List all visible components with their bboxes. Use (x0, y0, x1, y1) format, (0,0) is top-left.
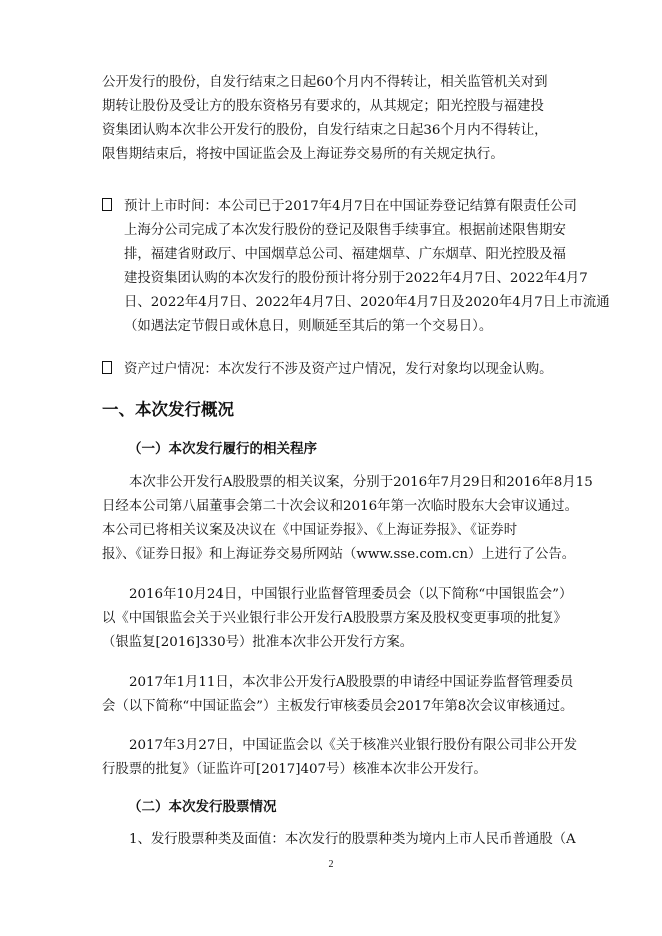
text-line: 预计上市时间：本公司已于2017年4月7日在中国证券登记结算有限责任公司 (124, 199, 577, 214)
text-line: 以《中国银监会关于兴业银行非公开发行A股股票方案及股权变更事项的批复》 (102, 611, 567, 626)
paragraph-asset-transfer (124, 358, 568, 382)
text-line: 建投资集团认购的本次发行的股份预计将分别于2022年4月7日、2022年4月7 (124, 271, 588, 286)
text-line: 限售期结束后，将按中国证监会及上海证券交易所的有关规定执行。 (102, 147, 504, 162)
text-line: 日、2022年4月7日、2022年4月7日、2020年4月7日及2020年4月7日上市流通 (124, 295, 610, 310)
text-line: 2016年10月24日，中国银行业监督管理委员会（以下简称“中国银监会”） (129, 587, 573, 602)
text-line: 行股票的批复》（证监许可[2017]407号）核准本次非公开发行。 (102, 762, 487, 777)
text-line: 2017年3月27日，中国证监会以《关于核准兴业银行股份有限公司非公开发 (129, 738, 577, 753)
bullet-box-icon (102, 195, 112, 219)
text-line: 资集团认购本次非公开发行的股份，自发行结束之日起36个月内不得转让， (102, 123, 548, 138)
paragraph-stock-type (102, 828, 576, 852)
paragraph-procedure-1 (102, 471, 593, 567)
page-number: 2 (328, 859, 334, 870)
paragraph-lockup-terms (102, 71, 568, 167)
subsection-heading-stock: （二）本次发行股票情况 (128, 799, 277, 815)
text-line: 本公司已将相关议案及决议在《中国证券报》、《上海证券报》、《证券时 (102, 523, 518, 538)
text-line: 日经本公司第八届董事会第二十次会议和2016年第一次临时股东大会审议通过。 (102, 499, 578, 514)
paragraph-procedure-2 (102, 583, 573, 655)
text-line: 会（以下简称“中国证监会”）主板发行审核委员会2017年第8次会议审核通过。 (102, 699, 574, 714)
text-line: 排，福建省财政厅、中国烟草总公司、福建烟草、广东烟草、阳光控股及福 (124, 247, 566, 262)
text-line: 本次非公开发行A股股票的相关议案，分别于2016年7月29日和2016年8月15 (129, 475, 593, 490)
paragraph-procedure-4 (102, 734, 577, 782)
paragraph-procedure-3 (102, 671, 574, 719)
section-heading-overview: 一、本次发行概况 (102, 400, 234, 419)
text-line: 2017年1月11日，本次非公开发行A股股票的申请经中国证券监督管理委员 (129, 675, 574, 690)
text-line: 资产过户情况：本次发行不涉及资产过户情况，发行对象均以现金认购。 (124, 362, 553, 377)
text-line: 公开发行的股份，自发行结束之日起60个月内不得转让，相关监管机关对到 (102, 75, 548, 90)
text-line: （银监复[2016]330号）批准本次非公开发行方案。 (102, 635, 414, 650)
text-line: 上海分公司完成了本次发行股份的登记及限售手续事宜。根据前述限售期安 (124, 223, 566, 238)
text-line: 报》、《证券日报》和上海证券交易所网站（www.sse.com.cn）上进行了公告。 (102, 547, 576, 562)
text-line: 1、发行股票种类及面值：本次发行的股票种类为境内上市人民币普通股（A (129, 832, 576, 847)
text-line: （如遇法定节假日或休息日，则顺延至其后的第一个交易日）。 (124, 319, 493, 334)
bullet-box-icon (102, 358, 112, 382)
subsection-heading-procedure: （一）本次发行履行的相关程序 (128, 441, 317, 457)
paragraph-listing-time (124, 195, 610, 339)
text-line: 期转让股份及受让方的股东资格另有要求的，从其规定；阳光控股与福建投 (102, 99, 544, 114)
